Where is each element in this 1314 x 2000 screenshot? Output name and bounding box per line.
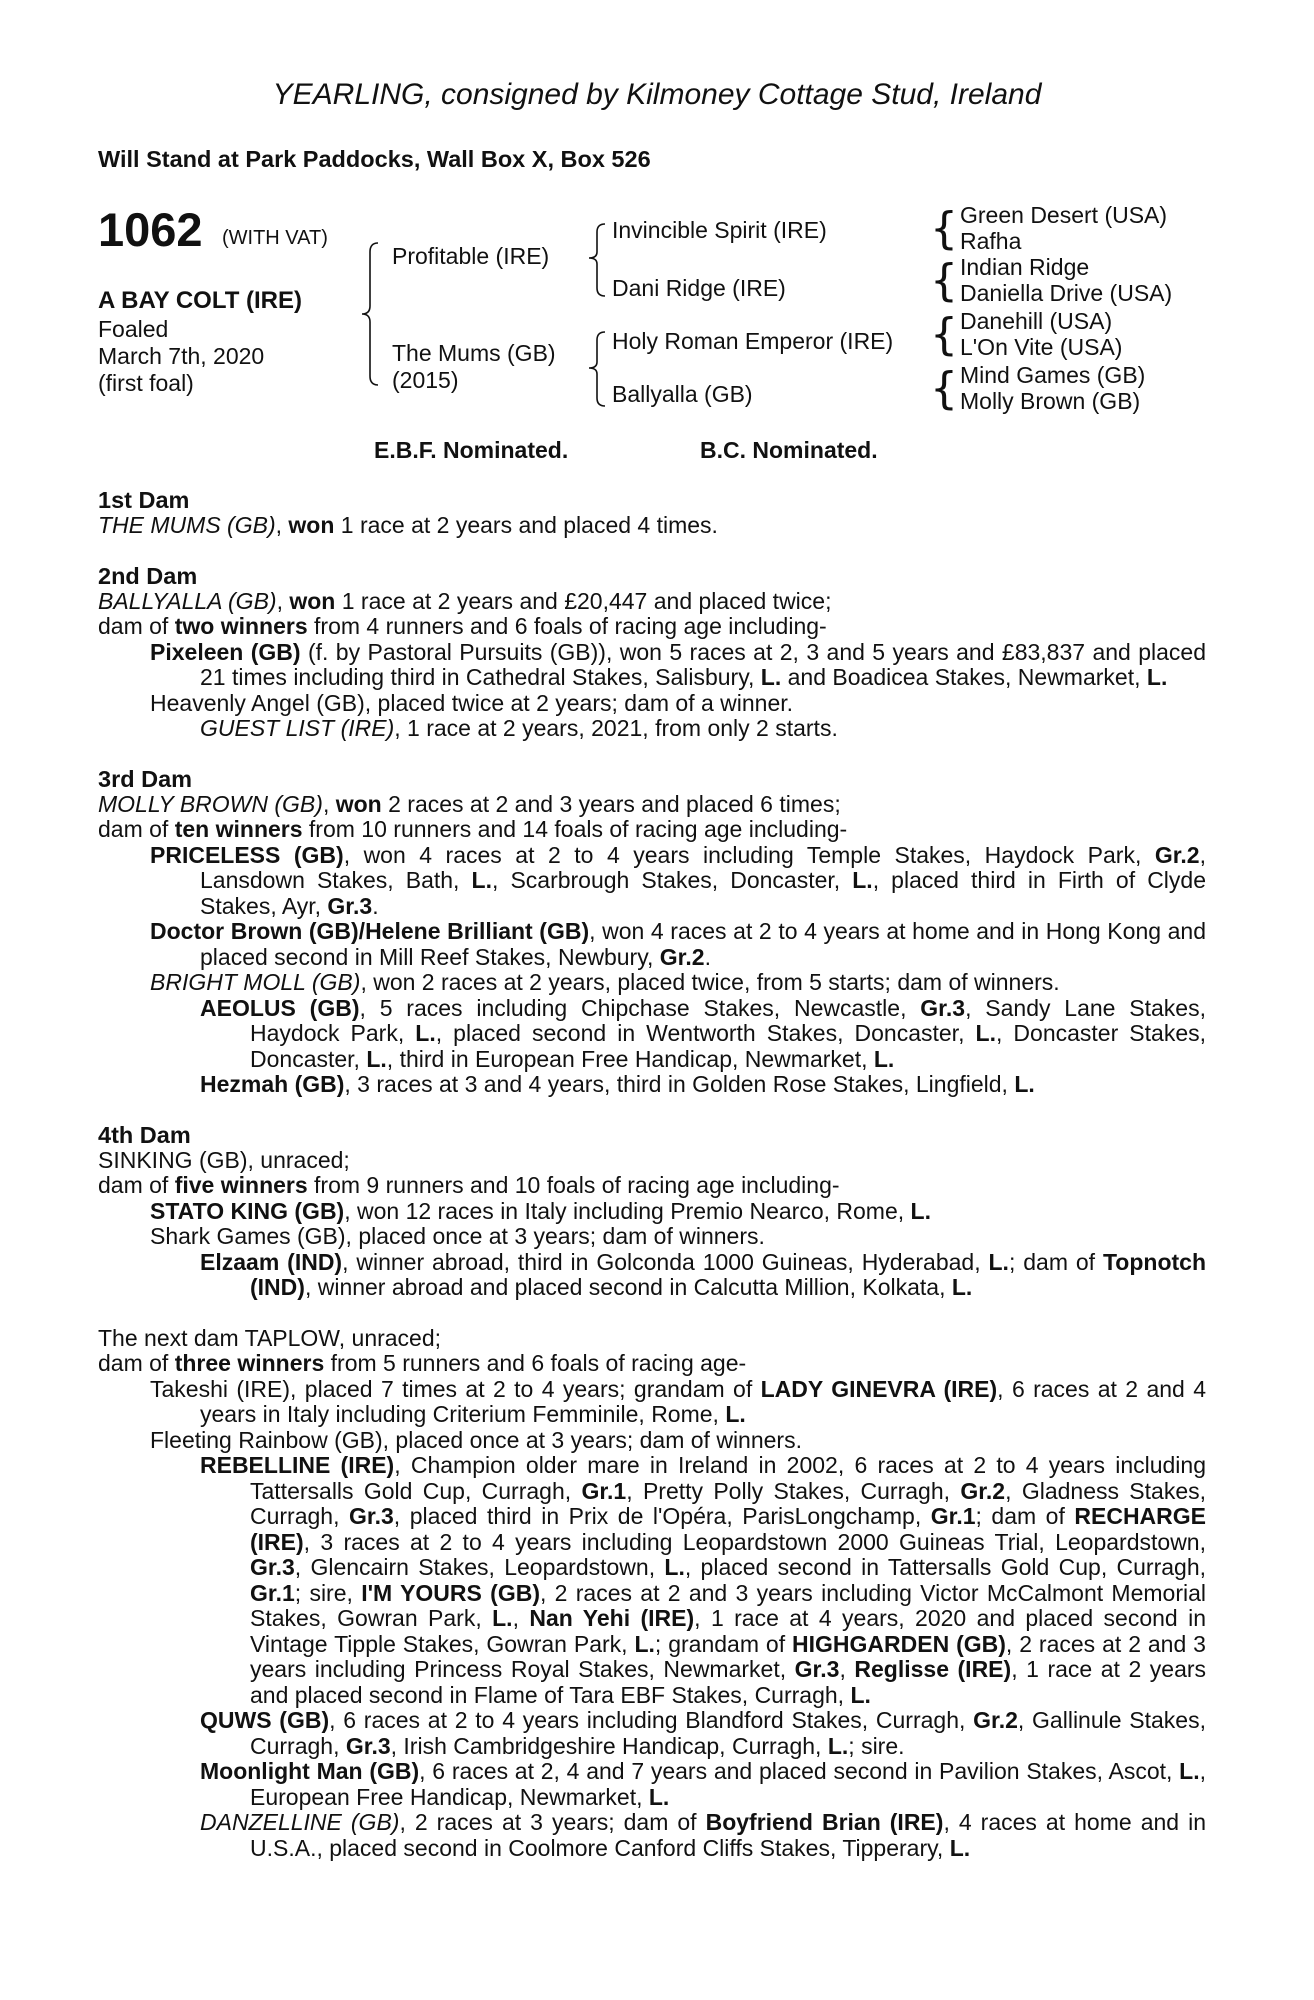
lot-number: 1062 xyxy=(98,203,203,256)
gen3-ancestor: Indian Ridge xyxy=(960,254,1090,280)
dam-heading: 3rd Dam xyxy=(98,765,193,792)
brace-icon: { xyxy=(930,255,958,306)
pedigree-entry: Heavenly Angel (GB), placed twice at 2 years; dam of a winner. xyxy=(150,689,794,716)
foaled-date: March 7th, 2020 xyxy=(98,343,265,369)
vat-note: (WITH VAT) xyxy=(222,227,328,249)
dam-section xyxy=(98,564,1206,742)
pedigree-entry: BRIGHT MOLL (GB), won 2 races at 2 years, placed twice, from 5 starts; dam of winners. xyxy=(150,969,1060,995)
pedigree-entry: MOLLY BROWN (GB), won 2 races at 2 and 3 years and placed 6 times; xyxy=(98,790,841,817)
dam-section xyxy=(98,488,1206,539)
brace-icon: { xyxy=(930,309,958,360)
lot-description: A BAY COLT (IRE) xyxy=(98,287,303,314)
pedigree-entry: DANZELLINE (GB), 2 races at 3 years; dam of Boyfriend Brian (IRE), 4 races at home and in U.S.A., placed second in Coolmore Canford Cliffs Stakes, Tipperary, L. xyxy=(200,1809,1206,1861)
pedigree-entry: Pixeleen (GB) (f. by Pastoral Pursuits (GB)), won 5 races at 2, 3 and 5 years and £83,837 and placed 21 times including third in Cathedral Stakes, Salisbury, L. and Boadicea Stakes, Newmarket, L. xyxy=(150,638,1207,690)
gen3-ancestor: Rafha xyxy=(960,227,1022,254)
sire: Profitable (IRE) xyxy=(392,243,550,269)
dam-heading: 1st Dam xyxy=(98,487,190,513)
pedigree-entry: dam of five winners from 9 runners and 10 foals of racing age including- xyxy=(98,1172,840,1198)
pedigree-entry: BALLYALLA (GB), won 1 race at 2 years and £20,447 and placed twice; xyxy=(98,587,832,614)
dam-heading: 4th Dam xyxy=(98,1121,191,1148)
pedigree-entry: Elzaam (IND), winner abroad, third in Golconda 1000 Guineas, Hyderabad, L.; dam of Topnotch (IND), winner abroad and placed second in Calcutta Million, Kolkata, L. xyxy=(200,1248,1206,1300)
gen3-ancestor: Green Desert (USA) xyxy=(960,202,1168,228)
pedigree-entry: The next dam TAPLOW, unraced; xyxy=(98,1324,442,1351)
stand-location: Will Stand at Park Paddocks, Wall Box X, Box 526 xyxy=(98,146,651,172)
brace-icon: { xyxy=(930,203,958,254)
pedigree-entry: dam of three winners from 5 runners and 6 foals of racing age- xyxy=(98,1350,747,1376)
pedigree-entry: SINKING (GB), unraced; xyxy=(98,1146,350,1173)
dam-section xyxy=(98,767,1206,1098)
pedigree-entry: GUEST LIST (IRE), 1 race at 2 years, 2021, from only 2 starts. xyxy=(200,715,838,741)
family-sections xyxy=(98,488,1206,1861)
pedigree-entry: dam of ten winners from 10 runners and 14 foals of racing age including- xyxy=(98,816,848,842)
dam-section xyxy=(98,1123,1206,1301)
gen3-ancestor: Daniella Drive (USA) xyxy=(960,279,1173,306)
dam-heading: 2nd Dam xyxy=(98,562,198,589)
foaled-label: Foaled xyxy=(98,316,169,342)
dam-sire: Holy Roman Emperor (IRE) xyxy=(612,328,894,354)
pedigree-entry: QUWS (GB), 6 races at 2 to 4 years including Blandford Stakes, Curragh, Gr.2, Gallinule Stakes, Curragh, Gr.3, Irish Cambridgeshire Handicap, Curragh, L.; sire. xyxy=(200,1707,1206,1759)
bc-nomination: B.C. Nominated. xyxy=(700,437,878,463)
pedigree-entry: THE MUMS (GB), won 1 race at 2 years and placed 4 times. xyxy=(98,512,718,538)
brace-icon: { xyxy=(930,363,958,414)
sire-sire: Invincible Spirit (IRE) xyxy=(612,217,827,243)
third-generation xyxy=(930,202,1173,415)
dam-section xyxy=(98,1326,1206,1862)
pedigree-entry: Takeshi (IRE), placed 7 times at 2 to 4 years; grandam of LADY GINEVRA (IRE), 6 races at 2 and 4 years in Italy including Criterium Femminile, Rome, L. xyxy=(150,1375,1206,1427)
pedigree-entry: PRICELESS (GB), won 4 races at 2 to 4 years including Temple Stakes, Haydock Park, Gr.2, Lansdown Stakes, Bath, L., Scarbrough Stakes, Doncaster, L., placed third in Firth of Clyde Stakes, Ayr, Gr.3. xyxy=(150,841,1206,919)
foal-note: (first foal) xyxy=(98,370,194,396)
pedigree-entry: Moonlight Man (GB), 6 races at 2, 4 and 7 years and placed second in Pavilion Stakes, Ascot, L., European Free Handicap, Newmarket, L. xyxy=(200,1758,1206,1810)
gen3-ancestor: Danehill (USA) xyxy=(960,308,1113,334)
gen3-ancestor: L'On Vite (USA) xyxy=(960,333,1123,360)
dam-year: (2015) xyxy=(392,367,459,393)
gen3-ancestor: Mind Games (GB) xyxy=(960,362,1146,388)
gen3-ancestor: Molly Brown (GB) xyxy=(960,387,1141,414)
dam: The Mums (GB) xyxy=(392,340,556,366)
pedigree-entry: STATO KING (GB), won 12 races in Italy including Premio Nearco, Rome, L. xyxy=(150,1197,931,1224)
pedigree-entry: Fleeting Rainbow (GB), placed once at 3 years; dam of winners. xyxy=(150,1426,802,1453)
pedigree-entry: AEOLUS (GB), 5 races including Chipchase Stakes, Newcastle, Gr.3, Sandy Lane Stakes, Haydock Park, L., placed second in Wentworth Stakes, Doncaster, L., Doncaster Stakes, Doncaster, L., third in European Free Handicap, Newmarket, L. xyxy=(200,994,1206,1072)
pedigree-entry: Doctor Brown (GB)/Helene Brilliant (GB), won 4 races at 2 to 4 years at home and in Hong Kong and placed second in Mill Reef Stakes, Newbury, Gr.2. xyxy=(150,918,1206,970)
pedigree-entry: Shark Games (GB), placed once at 3 years; dam of winners. xyxy=(150,1223,765,1249)
pedigree-entry: REBELLINE (IRE), Champion older mare in Ireland in 2002, 6 races at 2 to 4 years including Tattersalls Gold Cup, Curragh, Gr.1, Pretty Polly Stakes, Curragh, Gr.2, Gladness Stakes, Curragh, Gr.3, placed third in Prix de l'Opéra, ParisLongchamp, Gr.1; dam of RECHARGE (IRE), 3 races at 2 to 4 years including Leopardstown 2000 Guineas Trial, Leopardstown, Gr.3, Glencairn Stakes, Leopardstown, L., placed second in Tattersalls Gold Cup, Curragh, Gr.1; sire, I'M YOURS (GB), 2 races at 2 and 3 years including Victor McCalmont Memorial Stakes, Gowran Park, L., Nan Yehi (IRE), 1 race at 4 years, 2020 and placed second in Vintage Tipple Stakes, Gowran Park, L.; grandam of HIGHGARDEN (GB), 2 races at 2 and 3 years including Princess Royal Stakes, Newmarket, Gr.3, Reglisse (IRE), 1 race at 2 years and placed second in Flame of Tara EBF Stakes, Curragh, L. xyxy=(200,1452,1207,1708)
sections-container xyxy=(98,488,1206,1861)
pedigree-entry: dam of two winners from 4 runners and 6 foals of racing age including- xyxy=(98,613,827,639)
dam-dam: Ballyalla (GB) xyxy=(612,381,753,407)
pedigree-entry: Hezmah (GB), 3 races at 3 and 4 years, third in Golden Rose Stakes, Lingfield, L. xyxy=(200,1071,1035,1097)
sire-dam: Dani Ridge (IRE) xyxy=(612,275,786,301)
catalogue-title: YEARLING, consigned by Kilmoney Cottage Stud, Ireland xyxy=(272,78,1042,111)
ebf-nomination: E.B.F. Nominated. xyxy=(374,437,569,463)
